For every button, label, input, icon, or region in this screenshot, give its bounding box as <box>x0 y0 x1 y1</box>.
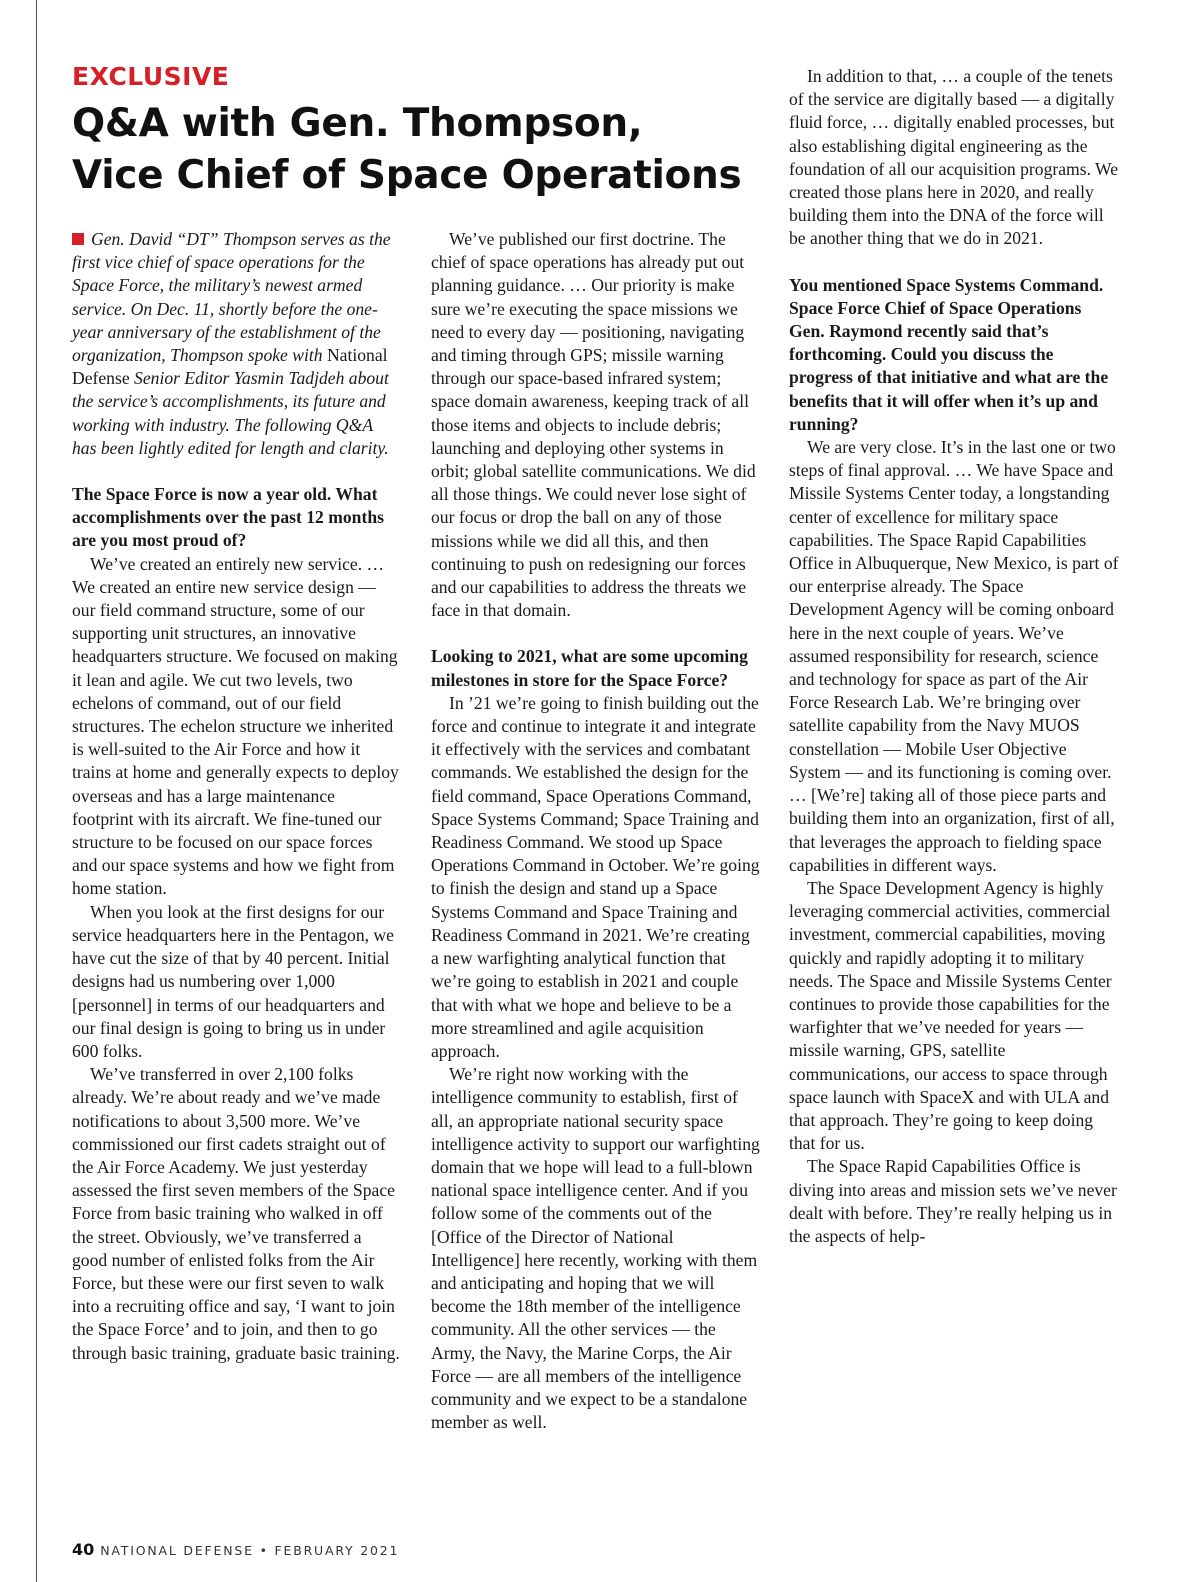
answer-1-paragraph: When you look at the first designs for our service headquarters here in the Pentagon, we have cut the size of that by 40 percent. Initial designs had us numbering over 1,000 [personnel] in terms of our headquarters and our final design is going to bring us in under 600 folks. <box>72 901 394 1061</box>
answer-3-paragraph: The Space Development Agency is highly leveraging commercial activities, commercial investment, commercial capabilities, moving quickly and rapidly adopting it to military needs. The Space and Missile Systems Center continues to provide those capabilities for the warfighter that we’ve needed for years — missile warning, GPS, satellite communications, our access to space through space launch with SpaceX and with ULA and that approach. They’re going to keep doing that for us. <box>789 877 1112 1154</box>
answer-3-paragraph: The Space Rapid Capabilities Office is diving into areas and mission sets we’ve never dealt with before. They’re really helping us in the aspects of help- <box>789 1156 1117 1246</box>
red-square-bullet-icon <box>72 233 84 245</box>
article-column-2 <box>431 228 761 1434</box>
question-2: Looking to 2021, what are some upcoming milestones in store for the Space Force? <box>431 646 748 690</box>
intro-text-part-2: Senior Editor Yasmin Tadjdeh about the service’s accomplishments, its future and working with industry. The following Q&A has been lightly edited for length and clarity. <box>72 368 389 458</box>
kicker-label: EXCLUSIVE <box>72 62 230 91</box>
answer-1-paragraph: We’ve transferred in over 2,100 folks already. We’re about ready and we’ve made notifications to about 3,500 more. We’ve commissioned our first cadets straight out of the Air Force Academy. We just yesterday assessed the first seven members of the Space Force from basic training who walked in off the street. Obviously, we’ve transferred a good number of enlisted folks from the Air Force, but these were our first seven to walk into a recruiting office and say, ‘I want to join the Space Force’ and to join, and then to go through basic training, graduate basic training. <box>72 1064 400 1363</box>
intro-paragraph <box>72 228 400 460</box>
answer-3-paragraph: We are very close. It’s in the last one or two steps of final approval. … We have Space and Missile Systems Center today, a longstanding center of excellence for military space capabilities. The Space Rapid Capabilities Office in Albuquerque, New Mexico, is part of our enterprise already. The Space Development Agency will be coming onboard here in the next couple of years. We’ve assumed responsibility for research, science and technology for space as part of the Air Force Research Lab. We’re bringing over satellite capability from the Navy MUOS constellation — Mobile User Objective System — and its functioning is coming over. … [We’re] taking all of those piece parts and building them into an organization, first of all, that leverages the approach to fielding space capabilities in different ways. <box>789 437 1119 875</box>
headline-line-2: Vice Chief of Space Operations <box>72 153 742 198</box>
article-column-3 <box>789 65 1119 1248</box>
headline <box>72 98 772 202</box>
question-1: The Space Force is now a year old. What accomplishments over the past 12 months are you most proud of? <box>72 484 384 551</box>
answer-2-paragraph: In addition to that, … a couple of the tenets of the service are digitally based — a digitally fluid force, … digitally enabled processes, but also establishing digital engineering as the foundation of all our acquisition programs. We created those plans here in 2020, and really building them into the DNA of the force will be another thing that we do in 2021. <box>789 66 1119 249</box>
answer-2-paragraph: We’re right now working with the intelligence community to establish, first of all, an appropriate national security space intelligence activity to support our warfighting domain that we hope will lead to a full-blown national space intelligence center. And if you follow some of the comments out of the [Office of the Director of National Intelligence] here recently, working with them and anticipating and hoping that we will become the 18th member of the intelligence community. All the other services — the Army, the Navy, the Marine Corps, the Air Force — are all members of the intelligence community and we expect to be a standalone member as well. <box>431 1064 760 1433</box>
page-number: 40 <box>72 1540 95 1559</box>
intro-text-part-1: Gen. David “DT” Thompson serves as the first vice chief of space operations for the Space Force, the military’s newest armed service. On Dec. 11, shortly before the one-year anniversary of the establishment of the organization, Thompson spoke with <box>72 229 391 366</box>
question-3: You mentioned Space Systems Command. Space Force Chief of Space Operations Gen. Raymond recently said that’s forthcoming. Could you discuss the progress of that initiative and what are the benefits that it will offer when it’s up and running? <box>789 274 1109 434</box>
publication-line: NATIONAL DEFENSE • FEBRUARY 2021 <box>100 1543 400 1558</box>
intro-publication-name: National Defense <box>72 345 388 389</box>
page-footer <box>72 1540 399 1559</box>
answer-1-paragraph: We’ve published our first doctrine. The chief of space operations has already put out planning guidance. … Our priority is make sure we’re executing the space missions we need to every day — positioning, navigating and timing through GPS; missile warning through our space-based infrared system; space domain awareness, keeping track of all those items and objects to include debris; launching and deploying other systems in orbit; global satellite communications. We did all those things. We could never lose sight of our focus or drop the ball on any of those missions while we did all this, and then continuing to push on redesigning our forces and our capabilities to address the threats we face in that domain. <box>431 229 756 621</box>
answer-1-paragraph: We’ve created an entirely new service. … We created an entire new service design — our field command structure, some of our supporting unit structures, an innovative headquarters structure. We focused on making it lean and agile. We cut two levels, two echelons of command, out of our field structures. The echelon structure we inherited is well-suited to the Air Force and how it trains at home and generally expects to deploy overseas and has a large maintenance footprint with its aircraft. We fine-tuned our structure to be focused on our space forces and our space systems and how we fight from home station. <box>72 553 399 899</box>
page-margin-rule <box>36 0 37 1582</box>
answer-2-paragraph: In ’21 we’re going to finish building out the force and continue to integrate it and integrate it effectively with the services and combatant commands. We established the design for the field command, Space Operations Command, Space Systems Command; Space Training and Readiness Command. We stood up Space Operations Command in October. We’re going to finish the design and stand up a Space Systems Command and Space Training and Readiness Command in 2021. We’re creating a new warfighting analytical function that we’re going to establish in 2021 and couple that with what we hope and believe to be a more streamlined and agile acquisition approach. <box>431 692 760 1061</box>
article-column-1 <box>72 228 400 1365</box>
headline-line-1: Q&A with Gen. Thompson, <box>72 101 643 146</box>
